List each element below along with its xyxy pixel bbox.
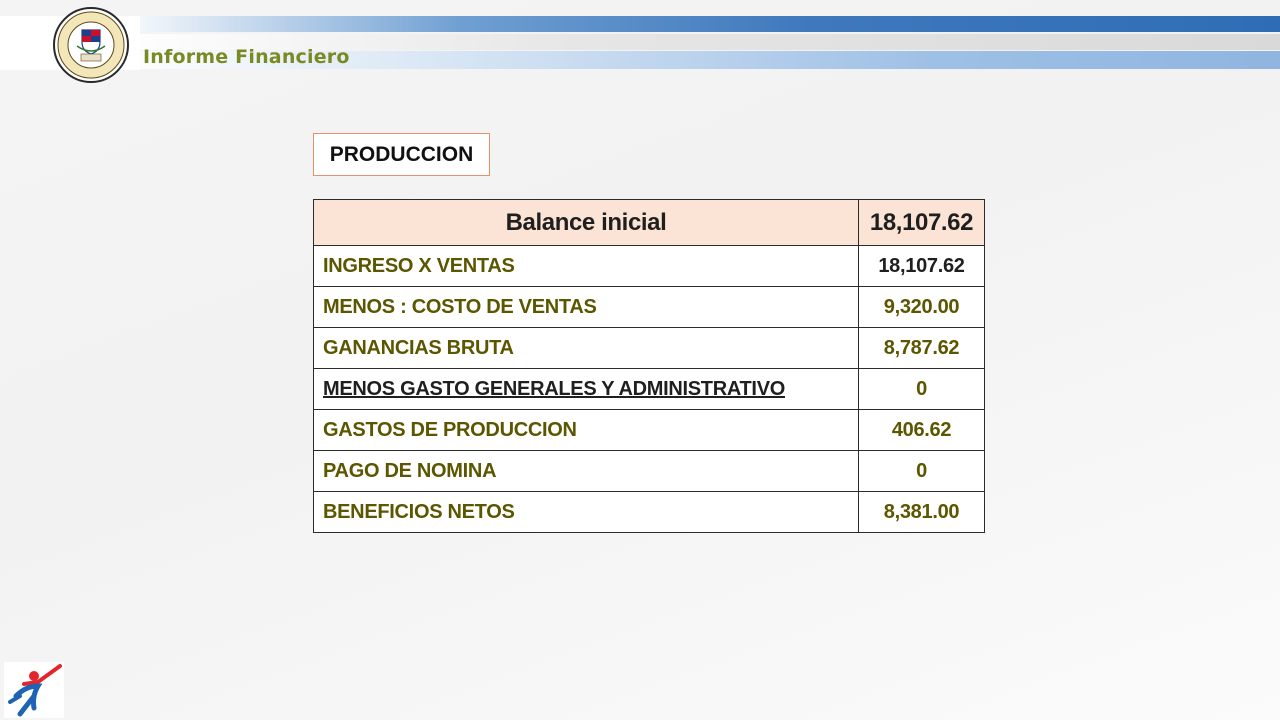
page-title: Informe Financiero (143, 46, 350, 68)
row-label: BENEFICIOS NETOS (314, 492, 859, 533)
table-row (314, 246, 985, 287)
seal-icon (52, 6, 130, 84)
runner-logo-icon (4, 662, 64, 718)
row-value: 0 (859, 369, 985, 410)
row-label: GASTOS DE PRODUCCION (314, 410, 859, 451)
row-label: INGRESO X VENTAS (314, 246, 859, 287)
section-label: PRODUCCION (313, 133, 490, 176)
row-label: GANANCIAS BRUTA (314, 328, 859, 369)
row-label: MENOS : COSTO DE VENTAS (314, 287, 859, 328)
table-row (314, 451, 985, 492)
balance-label: Balance inicial (314, 200, 859, 246)
header-band-blue (110, 16, 1280, 32)
row-label: MENOS GASTO GENERALES Y ADMINISTRATIVO (314, 369, 859, 410)
row-value: 18,107.62 (859, 246, 985, 287)
table-row (314, 328, 985, 369)
row-label: PAGO DE NOMINA (314, 451, 859, 492)
row-value: 406.62 (859, 410, 985, 451)
row-value: 8,787.62 (859, 328, 985, 369)
row-value: 0 (859, 451, 985, 492)
table-row (314, 492, 985, 533)
table-row (314, 369, 985, 410)
table-row (314, 287, 985, 328)
table-row (314, 410, 985, 451)
financial-table (313, 199, 985, 533)
balance-value: 18,107.62 (859, 200, 985, 246)
row-value: 9,320.00 (859, 287, 985, 328)
table-header-row (314, 200, 985, 246)
row-value: 8,381.00 (859, 492, 985, 533)
